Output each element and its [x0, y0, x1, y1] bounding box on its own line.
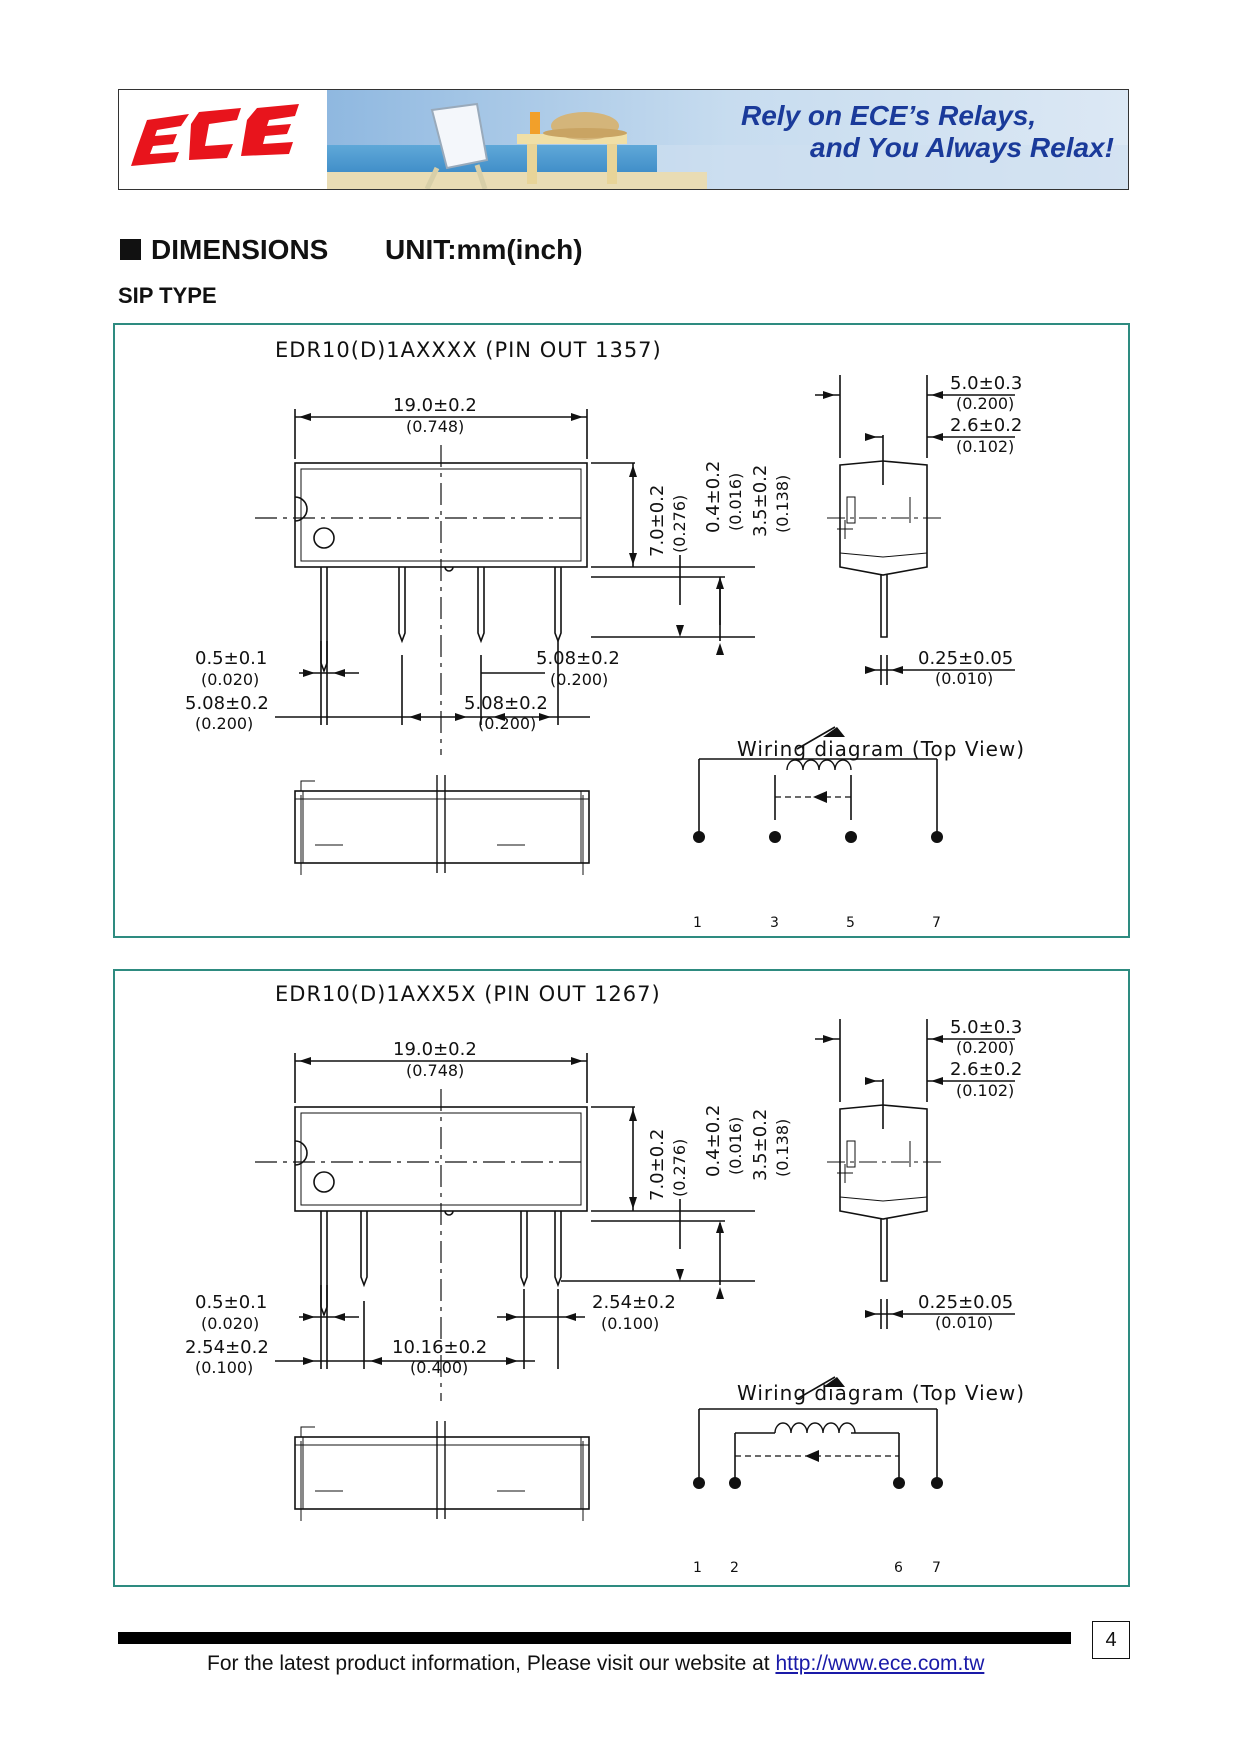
pin-label: 5 — [846, 915, 855, 931]
dim-pitch-c-in: (0.400) — [410, 1358, 469, 1377]
dim-pitch-c: 10.16±0.2 — [392, 1337, 488, 1358]
dim-pinoffset: 2.6±0.2 — [950, 1059, 1023, 1080]
model-title-1: EDR10(D)1AXXXX (PIN OUT 1357) — [275, 338, 662, 362]
ece-logo — [119, 90, 327, 189]
wiring-title-2: Wiring diagram (Top View) — [737, 1381, 1026, 1405]
dim-width: 5.0±0.3 — [950, 1017, 1023, 1038]
dim-pinw: 0.5±0.1 — [195, 1292, 268, 1313]
dim-pitch-a: 5.08±0.2 — [185, 693, 269, 714]
dim-pinw: 0.5±0.1 — [195, 648, 268, 669]
model-title-2: EDR10(D)1AXX5X (PIN OUT 1267) — [275, 982, 661, 1006]
dim-pinlen: 3.5±0.2 — [750, 464, 771, 537]
dim-standoff: 0.4±0.2 — [703, 460, 724, 533]
dim-length: 19.0±0.2 — [393, 1039, 477, 1060]
pin-label: 7 — [932, 1560, 941, 1576]
dim-height: 7.0±0.2 — [647, 1128, 668, 1201]
dim-pinw-in: (0.020) — [201, 670, 260, 689]
wiring-title-1: Wiring diagram (Top View) — [737, 737, 1026, 761]
pin-label: 6 — [894, 1560, 903, 1576]
dim-pint-in: (0.010) — [935, 669, 994, 688]
square-bullet-icon — [120, 239, 141, 260]
dim-length-in: (0.748) — [406, 417, 465, 436]
website-link[interactable]: http://www.ece.com.tw — [775, 1652, 985, 1675]
header-banner — [118, 89, 1129, 190]
dim-pitch-b-in: (0.200) — [550, 670, 609, 689]
dim-height-in: (0.276) — [670, 494, 689, 553]
dim-length-in: (0.748) — [406, 1061, 465, 1080]
dim-pinoffset-in: (0.102) — [956, 1081, 1015, 1100]
dim-standoff-in: (0.016) — [726, 472, 745, 531]
dim-pitch-a-in: (0.100) — [195, 1358, 254, 1377]
dim-pitch-b-in: (0.100) — [601, 1314, 660, 1333]
dimension-panel-2 — [113, 969, 1130, 1587]
pin-label: 7 — [932, 915, 941, 931]
page-number: 4 — [1092, 1621, 1130, 1659]
dim-pitch-b: 2.54±0.2 — [592, 1292, 676, 1313]
dim-pinlen: 3.5±0.2 — [750, 1108, 771, 1181]
dim-height: 7.0±0.2 — [647, 484, 668, 557]
dim-width-in: (0.200) — [956, 1038, 1015, 1057]
footer-rule — [118, 1632, 1071, 1644]
slogan-line-2: and You Always Relax! — [810, 132, 1114, 163]
dim-width-in: (0.200) — [956, 394, 1015, 413]
dim-pint: 0.25±0.05 — [918, 648, 1014, 669]
dim-pitch-c: 5.08±0.2 — [464, 693, 548, 714]
dim-pitch-c-in: (0.200) — [478, 714, 537, 733]
section-title — [120, 234, 328, 266]
dim-width: 5.0±0.3 — [950, 373, 1023, 394]
dim-pitch-a-in: (0.200) — [195, 714, 254, 733]
beach-banner-art — [327, 90, 1129, 189]
dimension-drawing-1 — [115, 325, 1128, 936]
dim-pitch-a: 2.54±0.2 — [185, 1337, 269, 1358]
sub-title: SIP TYPE — [118, 283, 217, 308]
logo-cell — [119, 90, 328, 189]
section-unit: UNIT:mm(inch) — [385, 234, 583, 265]
dim-pinlen-in: (0.138) — [773, 1118, 792, 1177]
dim-pinoffset-in: (0.102) — [956, 437, 1015, 456]
dim-standoff: 0.4±0.2 — [703, 1104, 724, 1177]
dimension-drawing-2 — [115, 971, 1128, 1585]
dim-pinw-in: (0.020) — [201, 1314, 260, 1333]
dim-pint: 0.25±0.05 — [918, 1292, 1014, 1313]
dim-pinoffset: 2.6±0.2 — [950, 415, 1023, 436]
dim-pint-in: (0.010) — [935, 1313, 994, 1332]
pin-label: 2 — [730, 1560, 739, 1576]
slogan-line-1: Rely on ECE’s Relays, — [741, 100, 1037, 131]
dim-pitch-b: 5.08±0.2 — [536, 648, 620, 669]
dim-height-in: (0.276) — [670, 1138, 689, 1197]
footer-text: For the latest product information, Please visit our website at — [207, 1652, 770, 1675]
dim-pinlen-in: (0.138) — [773, 474, 792, 533]
dimension-panel-1 — [113, 323, 1130, 938]
dim-standoff-in: (0.016) — [726, 1116, 745, 1175]
pin-label: 3 — [770, 915, 779, 931]
footer-note — [207, 1652, 984, 1676]
pin-label: 1 — [693, 915, 702, 931]
section-title-text: DIMENSIONS — [151, 234, 329, 265]
pin-label: 1 — [693, 1560, 702, 1576]
dim-length: 19.0±0.2 — [393, 395, 477, 416]
